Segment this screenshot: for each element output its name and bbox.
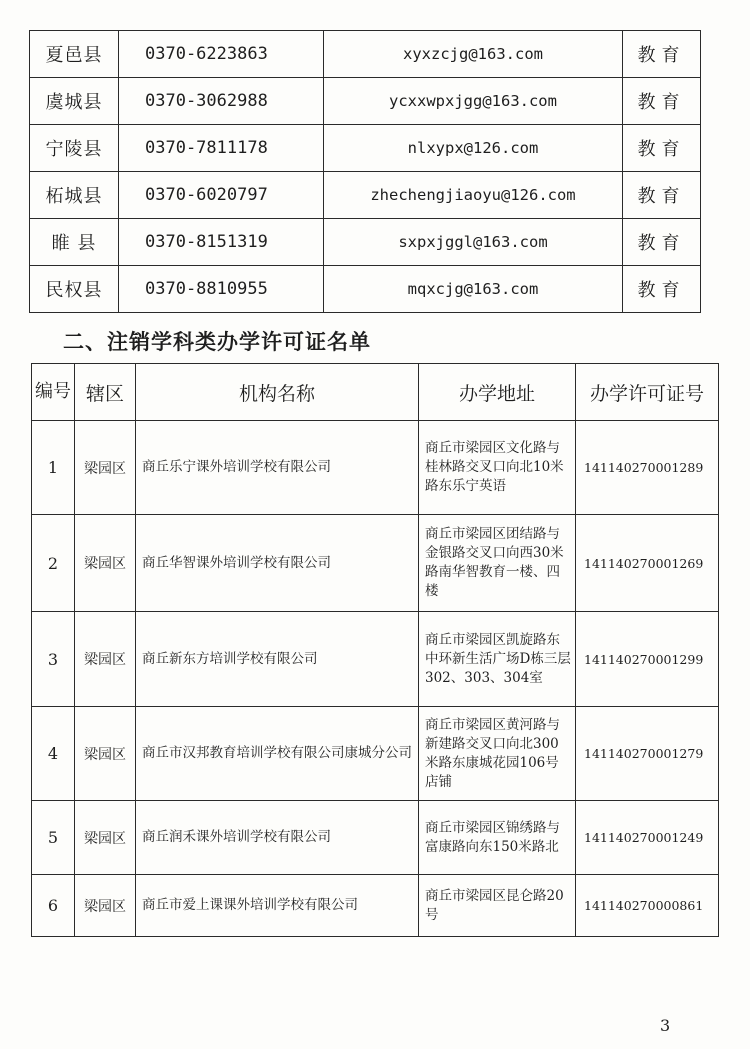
license-cell: 141140270001279	[576, 707, 719, 801]
header-license: 办学许可证号	[576, 364, 719, 421]
phone-cell: 0370-6223863	[119, 31, 324, 78]
district-cell: 梁园区	[75, 875, 136, 937]
table-row	[32, 421, 719, 515]
table-row	[30, 266, 701, 313]
table-header-row	[32, 364, 719, 421]
email-cell: xyxzcjg@163.com	[324, 31, 623, 78]
table-row	[32, 875, 719, 937]
table-row	[32, 515, 719, 612]
address-cell: 商丘市梁园区锦绣路与富康路向东150米路北	[419, 801, 576, 875]
table-row	[30, 78, 701, 125]
address-cell: 商丘市梁园区凯旋路东中环新生活广场D栋三层302、303、304室	[419, 612, 576, 707]
table-row	[32, 801, 719, 875]
contact-table	[29, 30, 701, 313]
phone-cell: 0370-6020797	[119, 172, 324, 219]
page-number: 3	[660, 1016, 671, 1035]
name-cell: 商丘新东方培训学校有限公司	[136, 612, 419, 707]
phone-cell: 0370-8151319	[119, 219, 324, 266]
table-row	[30, 172, 701, 219]
district-cell: 梁园区	[75, 801, 136, 875]
address-cell: 商丘市梁园区文化路与桂林路交叉口向北10米路东乐宁英语	[419, 421, 576, 515]
name-cell: 商丘润禾课外培训学校有限公司	[136, 801, 419, 875]
table-row	[30, 219, 701, 266]
license-cell: 141140270001299	[576, 612, 719, 707]
district-cell: 梁园区	[75, 707, 136, 801]
header-name: 机构名称	[136, 364, 419, 421]
license-cell: 141140270001249	[576, 801, 719, 875]
address-cell: 商丘市梁园区昆仑路20号	[419, 875, 576, 937]
county-cell: 夏邑县	[30, 31, 119, 78]
email-cell: mqxcjg@163.com	[324, 266, 623, 313]
section-heading: 二、注销学科类办学许可证名单	[63, 330, 371, 354]
county-cell: 柘城县	[30, 172, 119, 219]
phone-cell: 0370-7811178	[119, 125, 324, 172]
dept-cell: 教育	[623, 31, 701, 78]
email-cell: sxpxjggl@163.com	[324, 219, 623, 266]
name-cell: 商丘乐宁课外培训学校有限公司	[136, 421, 419, 515]
table-row	[32, 707, 719, 801]
no-cell: 1	[32, 421, 75, 515]
phone-cell: 0370-3062988	[119, 78, 324, 125]
district-cell: 梁园区	[75, 515, 136, 612]
county-cell: 宁陵县	[30, 125, 119, 172]
district-cell: 梁园区	[75, 612, 136, 707]
county-cell: 民权县	[30, 266, 119, 313]
no-cell: 2	[32, 515, 75, 612]
no-cell: 6	[32, 875, 75, 937]
name-cell: 商丘市爱上课课外培训学校有限公司	[136, 875, 419, 937]
name-cell: 商丘市汉邦教育培训学校有限公司康城分公司	[136, 707, 419, 801]
district-cell: 梁园区	[75, 421, 136, 515]
email-cell: ycxxwpxjgg@163.com	[324, 78, 623, 125]
dept-cell: 教育	[623, 172, 701, 219]
header-district: 辖区	[75, 364, 136, 421]
address-cell: 商丘市梁园区团结路与金银路交叉口向西30米路南华智教育一楼、四楼	[419, 515, 576, 612]
table-row	[30, 31, 701, 78]
license-cell: 141140270000861	[576, 875, 719, 937]
dept-cell: 教育	[623, 78, 701, 125]
no-cell: 3	[32, 612, 75, 707]
license-cell: 141140270001289	[576, 421, 719, 515]
license-cell: 141140270001269	[576, 515, 719, 612]
header-no: 编号	[32, 364, 75, 421]
table-row	[32, 612, 719, 707]
county-cell: 睢 县	[30, 219, 119, 266]
email-cell: nlxypx@126.com	[324, 125, 623, 172]
address-cell: 商丘市梁园区黄河路与新建路交叉口向北300米路东康城花园106号店铺	[419, 707, 576, 801]
dept-cell: 教育	[623, 125, 701, 172]
no-cell: 4	[32, 707, 75, 801]
phone-cell: 0370-8810955	[119, 266, 324, 313]
header-address: 办学地址	[419, 364, 576, 421]
table-row	[30, 125, 701, 172]
no-cell: 5	[32, 801, 75, 875]
county-cell: 虞城县	[30, 78, 119, 125]
license-table	[31, 363, 719, 937]
dept-cell: 教育	[623, 266, 701, 313]
email-cell: zhechengjiaoyu@126.com	[324, 172, 623, 219]
dept-cell: 教育	[623, 219, 701, 266]
name-cell: 商丘华智课外培训学校有限公司	[136, 515, 419, 612]
